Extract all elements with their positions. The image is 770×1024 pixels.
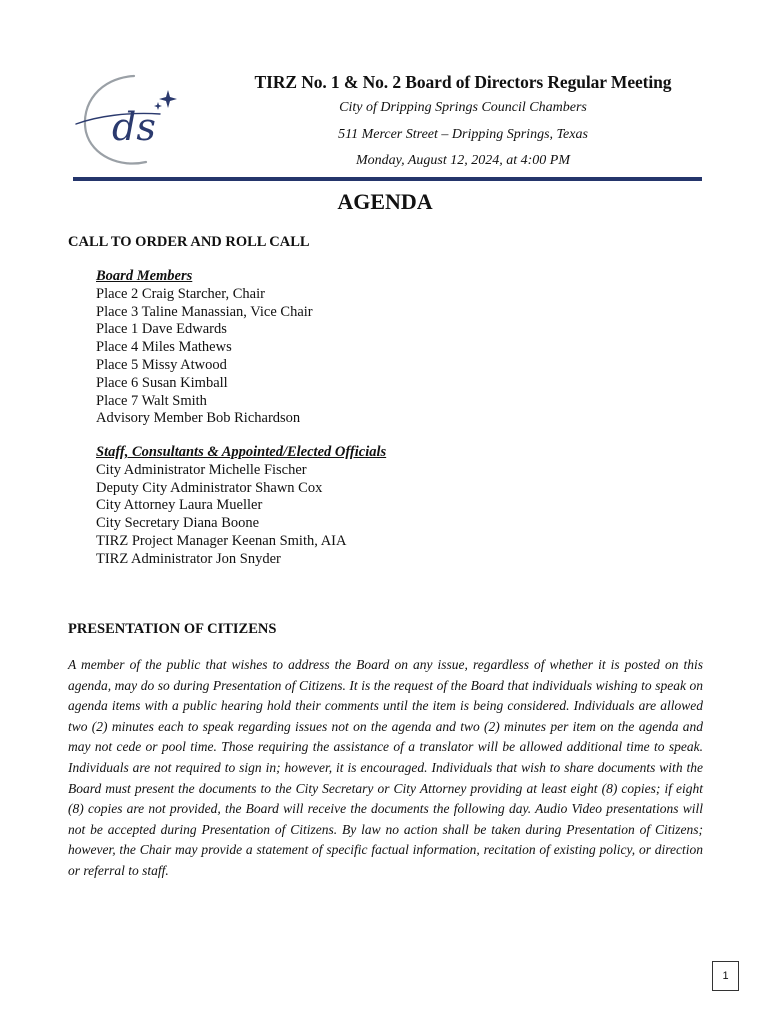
list-item: Place 7 Walt Smith — [96, 392, 207, 409]
presentation-paragraph: A member of the public that wishes to address the Board on any issue, regardless of whether it is posted on this agenda, may do so during Presentation of Citizens. It is the request of the Board that individuals wishing to speak on agenda items with a public hearing hold their comments until the item is being considered. Individuals are allowed two (2) minutes each to speak regarding issues not on the agenda and two (2) minutes per item on the agenda and may not cede or pool time. Those requiring the assistance of a translator will be allowed additional time to speak. Individuals are not required to sign in; however, it is encouraged. Individuals that wish to share documents with the Board must present the documents to the City Secretary or City Attorney providing at least eight (8) copies; if eight (8) copies are not provided, the Board will receive the documents the following day. Audio Video presentations will not be accepted during Presentation of Citizens. By law no action shall be taken during Presentation of Citizens; however, the Chair may provide a statement of specific factual information, recitation of existing policy, or direction or referral to staff. — [68, 657, 703, 878]
list-item: Place 5 Missy Atwood — [96, 356, 227, 373]
meeting-title: TIRZ No. 1 & No. 2 Board of Directors Regular Meeting — [254, 72, 672, 92]
call-to-order-heading: CALL TO ORDER AND ROLL CALL — [68, 234, 310, 250]
list-item: TIRZ Administrator Jon Snyder — [96, 550, 281, 567]
city-logo — [72, 70, 202, 170]
sparkle-icon — [154, 90, 177, 110]
list-item: Place 2 Craig Starcher, Chair — [96, 285, 265, 302]
logo-monogram: ds — [112, 105, 156, 149]
board-members-list — [96, 268, 313, 428]
list-item: Place 4 Miles Mathews — [96, 339, 232, 356]
staff-list — [96, 444, 386, 569]
list-item: Place 6 Susan Kimball — [96, 374, 228, 391]
staff-heading: Staff, Consultants & Appointed/Elected Officials — [96, 444, 387, 460]
list-item: Place 1 Dave Edwards — [96, 321, 227, 338]
agenda-heading: AGENDA — [337, 189, 433, 214]
page-number: 1 — [712, 961, 739, 991]
list-item: TIRZ Project Manager Keenan Smith, AIA — [96, 532, 347, 549]
presentation-heading: PRESENTATION OF CITIZENS — [68, 621, 277, 637]
list-item: City Attorney Laura Mueller — [96, 497, 263, 514]
meeting-address: 511 Mercer Street – Dripping Springs, Texas — [338, 127, 588, 142]
meeting-datetime: Monday, August 12, 2024, at 4:00 PM — [355, 153, 570, 168]
header-divider — [73, 177, 702, 181]
list-item: Place 3 Taline Manassian, Vice Chair — [96, 303, 313, 320]
list-item: City Secretary Diana Boone — [96, 515, 260, 532]
list-item: City Administrator Michelle Fischer — [96, 461, 307, 478]
list-item: Deputy City Administrator Shawn Cox — [96, 479, 323, 496]
meeting-location: City of Dripping Springs Council Chambers — [339, 100, 587, 115]
board-members-heading: Board Members — [96, 268, 193, 284]
list-item: Advisory Member Bob Richardson — [96, 410, 301, 427]
